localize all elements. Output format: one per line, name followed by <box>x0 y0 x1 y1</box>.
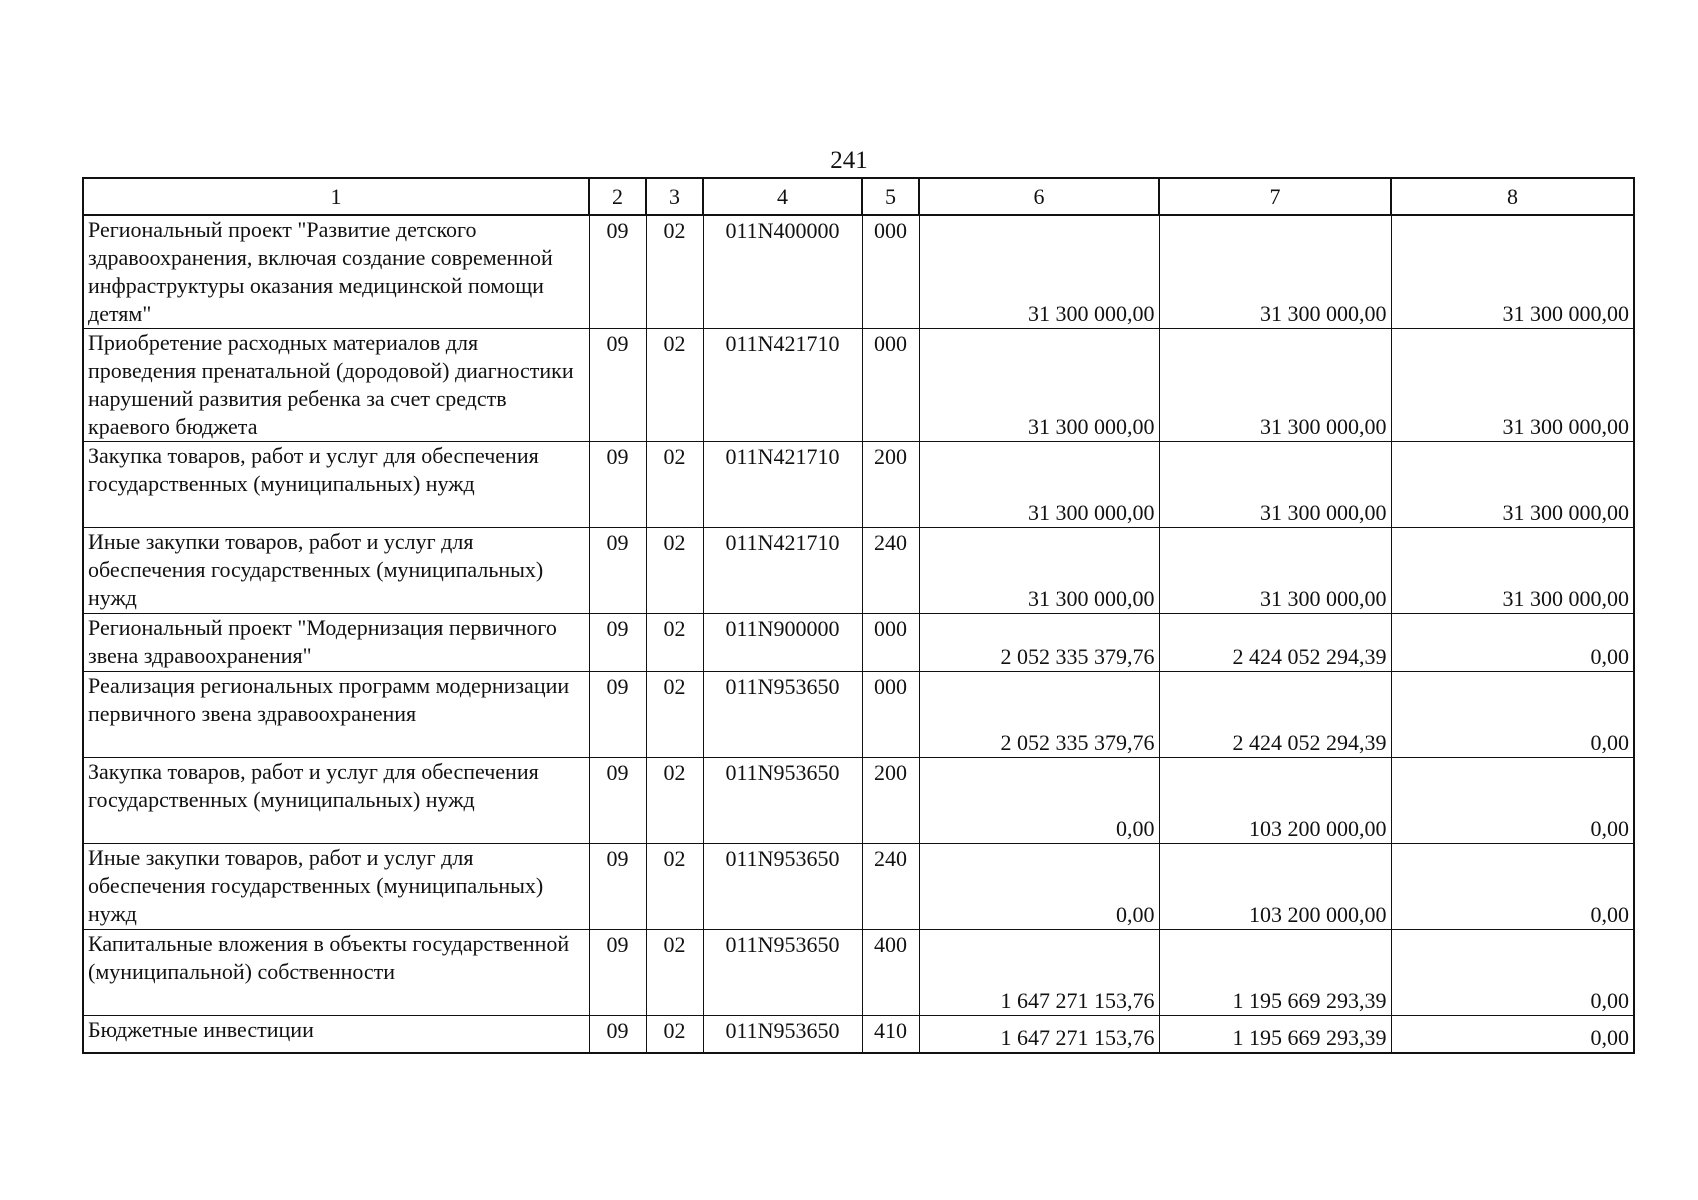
amount-col6-cell: 31 300 000,00 <box>919 329 1159 442</box>
amount-col6-cell: 2 052 335 379,76 <box>919 614 1159 672</box>
column-header: 4 <box>703 178 862 215</box>
row-name-cell: Бюджетные инвестиции <box>83 1016 589 1053</box>
subsection-code-cell: 02 <box>646 442 703 528</box>
target-article-cell: 011N953650 <box>703 844 862 930</box>
table-row <box>83 329 1634 442</box>
table-row <box>83 528 1634 614</box>
amount-col7-cell: 2 424 052 294,39 <box>1159 614 1391 672</box>
row-name-cell: Реализация региональных программ модернизации первичного звена здравоохранения <box>83 672 589 758</box>
amount-col6-cell: 31 300 000,00 <box>919 442 1159 528</box>
expense-type-cell: 000 <box>862 672 919 758</box>
amount-col7-cell: 1 195 669 293,39 <box>1159 1016 1391 1053</box>
section-code-cell: 09 <box>589 844 646 930</box>
amount-col8-cell: 31 300 000,00 <box>1391 215 1634 329</box>
expense-type-cell: 410 <box>862 1016 919 1053</box>
subsection-code-cell: 02 <box>646 844 703 930</box>
table-row <box>83 442 1634 528</box>
row-name-cell: Капитальные вложения в объекты государственной (муниципальной) собственности <box>83 930 589 1016</box>
subsection-code-cell: 02 <box>646 215 703 329</box>
target-article-cell: 011N953650 <box>703 672 862 758</box>
row-name-cell: Закупка товаров, работ и услуг для обеспечения государственных (муниципальных) нужд <box>83 758 589 844</box>
budget-table <box>82 177 1635 1054</box>
target-article-cell: 011N400000 <box>703 215 862 329</box>
column-header: 3 <box>646 178 703 215</box>
target-article-cell: 011N953650 <box>703 1016 862 1053</box>
amount-col8-cell: 31 300 000,00 <box>1391 442 1634 528</box>
amount-col7-cell: 31 300 000,00 <box>1159 215 1391 329</box>
amount-col8-cell: 0,00 <box>1391 672 1634 758</box>
column-header: 2 <box>589 178 646 215</box>
row-name-cell: Региональный проект "Развитие детского здравоохранения, включая создание современной инфраструктуры оказания медицинской помощи детям" <box>83 215 589 329</box>
amount-col6-cell: 1 647 271 153,76 <box>919 1016 1159 1053</box>
expense-type-cell: 240 <box>862 844 919 930</box>
amount-col7-cell: 31 300 000,00 <box>1159 442 1391 528</box>
amount-col6-cell: 31 300 000,00 <box>919 528 1159 614</box>
amount-col8-cell: 0,00 <box>1391 614 1634 672</box>
amount-col7-cell: 103 200 000,00 <box>1159 844 1391 930</box>
expense-type-cell: 200 <box>862 758 919 844</box>
subsection-code-cell: 02 <box>646 1016 703 1053</box>
section-code-cell: 09 <box>589 528 646 614</box>
subsection-code-cell: 02 <box>646 672 703 758</box>
row-name-cell: Закупка товаров, работ и услуг для обеспечения государственных (муниципальных) нужд <box>83 442 589 528</box>
target-article-cell: 011N421710 <box>703 528 862 614</box>
section-code-cell: 09 <box>589 1016 646 1053</box>
expense-type-cell: 000 <box>862 614 919 672</box>
page-number: 241 <box>830 147 868 174</box>
column-header: 5 <box>862 178 919 215</box>
target-article-cell: 011N953650 <box>703 930 862 1016</box>
section-code-cell: 09 <box>589 215 646 329</box>
table-row <box>83 758 1634 844</box>
subsection-code-cell: 02 <box>646 528 703 614</box>
amount-col7-cell: 103 200 000,00 <box>1159 758 1391 844</box>
amount-col8-cell: 31 300 000,00 <box>1391 528 1634 614</box>
subsection-code-cell: 02 <box>646 930 703 1016</box>
section-code-cell: 09 <box>589 930 646 1016</box>
section-code-cell: 09 <box>589 614 646 672</box>
table-row <box>83 844 1634 930</box>
target-article-cell: 011N953650 <box>703 758 862 844</box>
amount-col6-cell: 1 647 271 153,76 <box>919 930 1159 1016</box>
amount-col8-cell: 0,00 <box>1391 930 1634 1016</box>
amount-col7-cell: 31 300 000,00 <box>1159 329 1391 442</box>
column-header: 1 <box>83 178 589 215</box>
column-header: 7 <box>1159 178 1391 215</box>
expense-type-cell: 000 <box>862 329 919 442</box>
amount-col8-cell: 31 300 000,00 <box>1391 329 1634 442</box>
table-row <box>83 215 1634 329</box>
amount-col6-cell: 2 052 335 379,76 <box>919 672 1159 758</box>
table-row <box>83 930 1634 1016</box>
amount-col7-cell: 1 195 669 293,39 <box>1159 930 1391 1016</box>
amount-col8-cell: 0,00 <box>1391 1016 1634 1053</box>
amount-col7-cell: 31 300 000,00 <box>1159 528 1391 614</box>
column-header: 8 <box>1391 178 1634 215</box>
table-row <box>83 1016 1634 1053</box>
amount-col6-cell: 31 300 000,00 <box>919 215 1159 329</box>
section-code-cell: 09 <box>589 442 646 528</box>
target-article-cell: 011N900000 <box>703 614 862 672</box>
amount-col8-cell: 0,00 <box>1391 844 1634 930</box>
target-article-cell: 011N421710 <box>703 442 862 528</box>
row-name-cell: Приобретение расходных материалов для проведения пренатальной (дородовой) диагностики нарушений развития ребенка за счет средств краевого бюджета <box>83 329 589 442</box>
subsection-code-cell: 02 <box>646 758 703 844</box>
section-code-cell: 09 <box>589 672 646 758</box>
expense-type-cell: 400 <box>862 930 919 1016</box>
table-row <box>83 672 1634 758</box>
target-article-cell: 011N421710 <box>703 329 862 442</box>
amount-col6-cell: 0,00 <box>919 758 1159 844</box>
header-row <box>83 178 1634 215</box>
section-code-cell: 09 <box>589 758 646 844</box>
table-row <box>83 614 1634 672</box>
subsection-code-cell: 02 <box>646 614 703 672</box>
section-code-cell: 09 <box>589 329 646 442</box>
column-header: 6 <box>919 178 1159 215</box>
row-name-cell: Иные закупки товаров, работ и услуг для обеспечения государственных (муниципальных) нужд <box>83 528 589 614</box>
amount-col8-cell: 0,00 <box>1391 758 1634 844</box>
amount-col6-cell: 0,00 <box>919 844 1159 930</box>
subsection-code-cell: 02 <box>646 329 703 442</box>
expense-type-cell: 000 <box>862 215 919 329</box>
expense-type-cell: 200 <box>862 442 919 528</box>
expense-type-cell: 240 <box>862 528 919 614</box>
row-name-cell: Региональный проект "Модернизация первичного звена здравоохранения" <box>83 614 589 672</box>
amount-col7-cell: 2 424 052 294,39 <box>1159 672 1391 758</box>
row-name-cell: Иные закупки товаров, работ и услуг для обеспечения государственных (муниципальных) нужд <box>83 844 589 930</box>
